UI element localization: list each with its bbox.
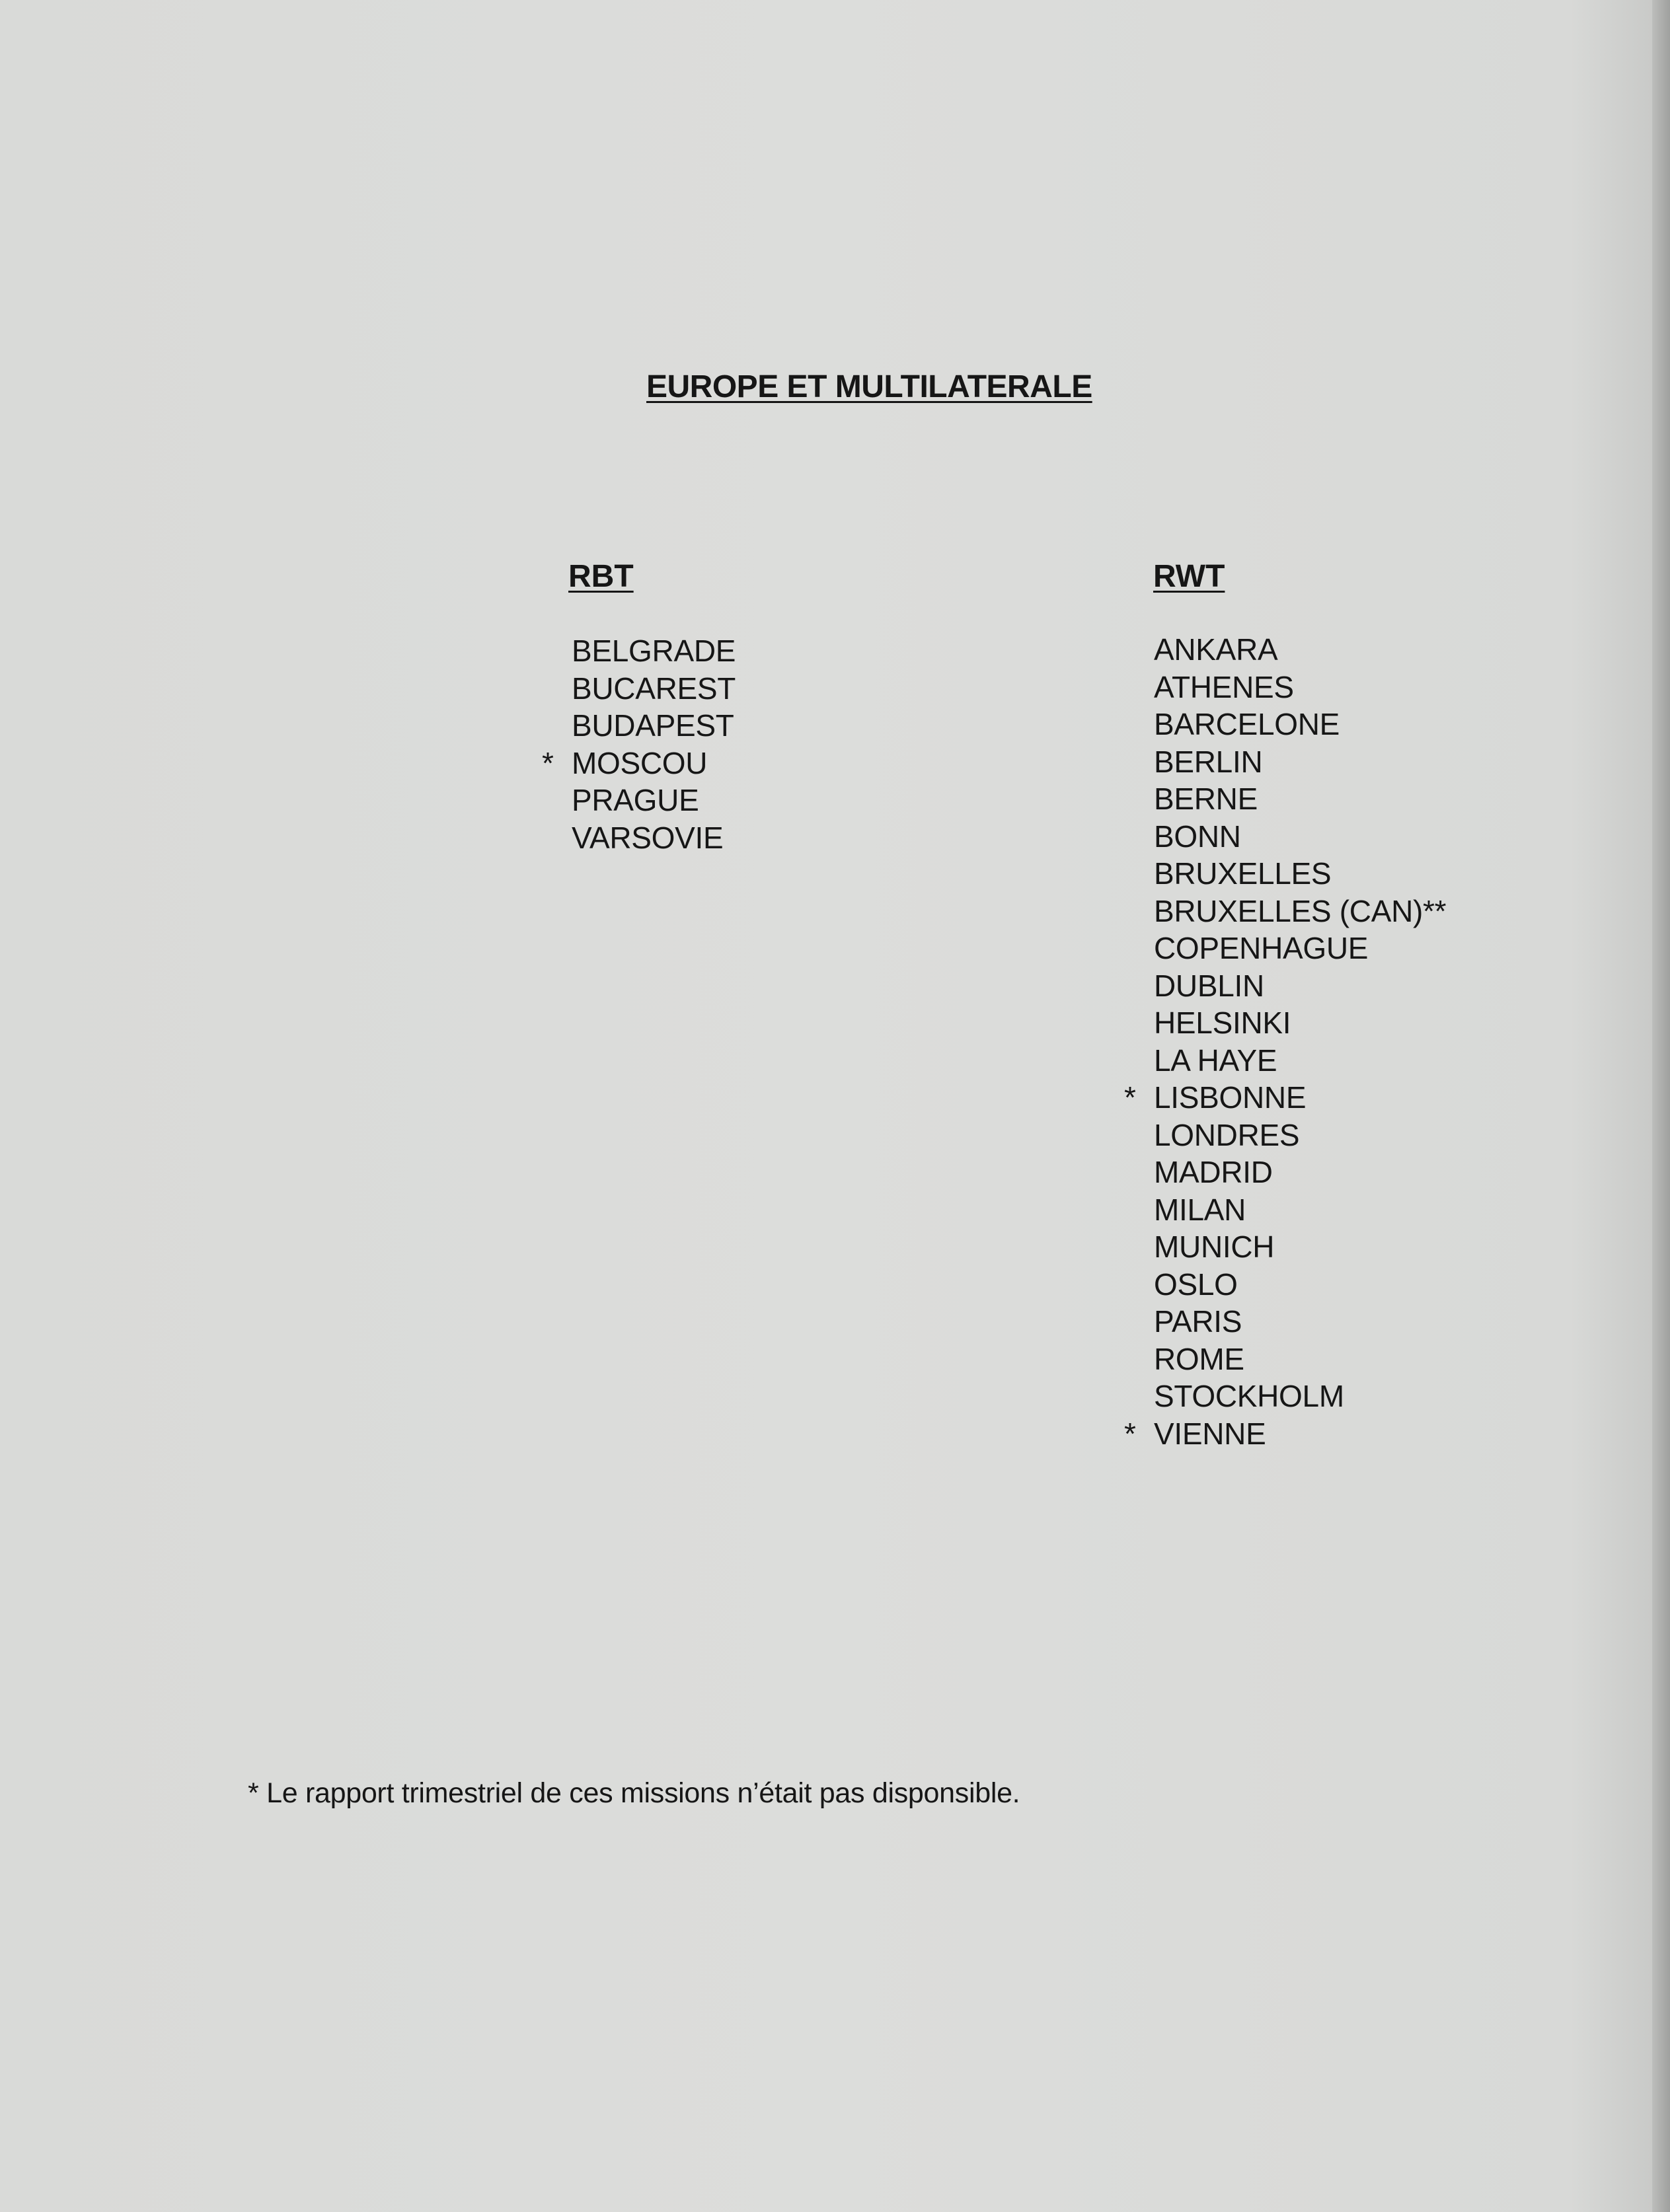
mission-item	[1154, 1303, 1446, 1341]
mission-item	[1154, 1117, 1446, 1154]
mission-item	[1154, 706, 1446, 743]
rwt-heading: RWT	[1153, 559, 1225, 594]
mission-item	[1154, 631, 1446, 669]
mission-name: BUCAREST	[572, 671, 736, 706]
mission-name: PRAGUE	[572, 783, 699, 817]
mission-item	[572, 819, 736, 857]
page-title: EUROPE ET MULTILATERALE	[646, 369, 1092, 404]
mission-item	[1154, 855, 1446, 893]
mission-item	[1154, 669, 1446, 706]
page-edge	[1652, 0, 1670, 2212]
mission-name: MUNICH	[1154, 1230, 1275, 1264]
rwt-mission-list	[1124, 631, 1447, 1452]
mission-name: VARSOVIE	[572, 820, 724, 855]
mission-name: PARIS	[1154, 1304, 1242, 1339]
mission-item	[572, 782, 736, 819]
asterisk-marker: *	[542, 745, 554, 780]
mission-name: BERLIN	[1154, 744, 1263, 779]
mission-name: COPENHAGUE	[1154, 931, 1369, 965]
mission-item	[1154, 1042, 1446, 1080]
mission-name: BUDAPEST	[572, 708, 734, 743]
mission-item	[572, 707, 736, 745]
mission-name: ROME	[1154, 1341, 1244, 1376]
mission-item	[572, 670, 736, 708]
mission-name: DUBLIN	[1154, 968, 1264, 1003]
mission-name: BRUXELLES (CAN)**	[1154, 893, 1447, 928]
mission-name: LISBONNE	[1154, 1080, 1307, 1115]
mission-name: STOCKHOLM	[1154, 1379, 1344, 1413]
mission-item	[1154, 1004, 1446, 1042]
mission-name: BRUXELLES	[1154, 856, 1332, 891]
mission-name: MILAN	[1154, 1192, 1246, 1227]
mission-name: LONDRES	[1154, 1117, 1300, 1152]
mission-item	[1154, 780, 1446, 818]
mission-item	[1154, 893, 1446, 930]
mission-name: VIENNE	[1154, 1416, 1266, 1451]
mission-item	[542, 745, 736, 782]
rbt-heading: RBT	[568, 559, 634, 594]
mission-item	[1124, 1079, 1446, 1117]
mission-item	[1154, 818, 1446, 856]
mission-item	[1154, 743, 1446, 781]
mission-item	[1124, 1415, 1446, 1453]
mission-item	[1154, 967, 1446, 1005]
mission-name: MOSCOU	[572, 745, 708, 780]
mission-name: BARCELONE	[1154, 707, 1340, 741]
mission-name: ATHENES	[1154, 669, 1294, 704]
footnote: * Le rapport trimestriel de ces missions n’était pas disponsible.	[248, 1777, 1020, 1809]
mission-name: OSLO	[1154, 1267, 1238, 1302]
mission-name: BERNE	[1154, 782, 1258, 816]
mission-item	[1154, 1266, 1446, 1304]
mission-name: LA HAYE	[1154, 1043, 1277, 1078]
rbt-mission-list	[542, 632, 736, 856]
mission-name: MADRID	[1154, 1155, 1273, 1189]
mission-item	[572, 632, 736, 670]
asterisk-marker: *	[1124, 1416, 1136, 1451]
mission-name: BONN	[1154, 819, 1241, 854]
mission-name: HELSINKI	[1154, 1006, 1291, 1040]
mission-item	[1154, 1228, 1446, 1266]
mission-item	[1154, 1191, 1446, 1229]
mission-item	[1154, 1341, 1446, 1378]
asterisk-marker: *	[1124, 1080, 1136, 1115]
mission-item	[1154, 1378, 1446, 1415]
mission-name: BELGRADE	[572, 634, 736, 668]
mission-item	[1154, 1154, 1446, 1191]
mission-name: ANKARA	[1154, 632, 1278, 667]
mission-item	[1154, 930, 1446, 967]
